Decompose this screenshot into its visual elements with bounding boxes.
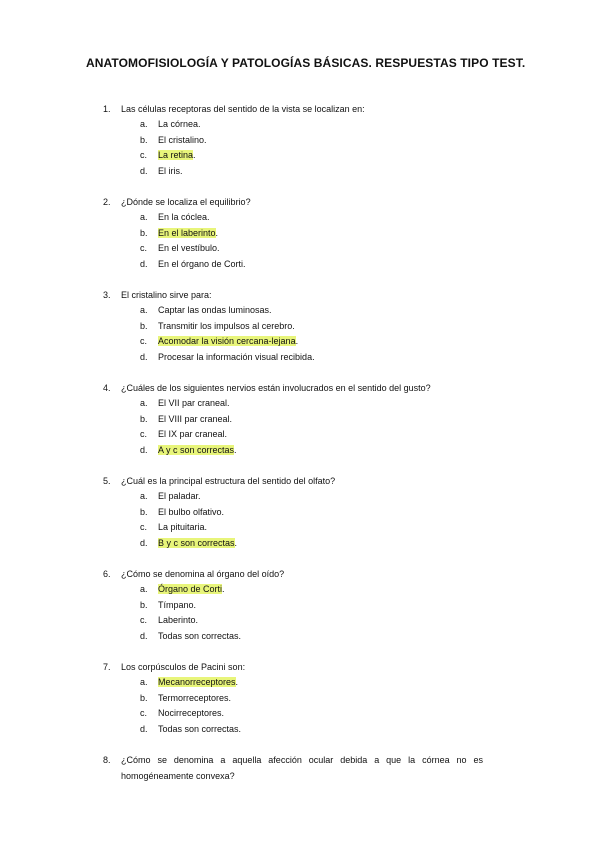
option-text: El IX par craneal. — [158, 429, 228, 439]
answer-option — [0, 117, 600, 133]
answer-option — [0, 629, 600, 645]
answer-option — [0, 675, 600, 691]
option-text — [158, 443, 237, 459]
question-text: ¿Cómo se denomina a aquella afección ocular debida a que la córnea no es homogéneamente convexa? — [121, 755, 483, 781]
option-text: Procesar la información visual recibida. — [158, 351, 315, 362]
option-letter: a. — [140, 119, 148, 129]
correct-answer-highlight: En el laberinto — [158, 227, 216, 238]
option-text: La pituitaria. — [158, 522, 208, 532]
answer-option — [0, 148, 600, 164]
option-punctuation: . — [234, 444, 237, 455]
answer-option — [0, 350, 600, 366]
option-letter: c. — [140, 708, 148, 718]
option-letter: a. — [140, 212, 148, 222]
question-text: Las células receptoras del sentido de la vista se localizan en: — [121, 104, 365, 114]
option-letter: a. — [140, 491, 148, 501]
option-letter: d. — [140, 723, 148, 734]
option-letter: a. — [140, 398, 148, 408]
option-punctuation: . — [193, 150, 196, 160]
option-punctuation: . — [222, 584, 225, 594]
answer-option — [0, 582, 600, 598]
question-list — [0, 101, 600, 799]
page-title: ANATOMOFISIOLOGÍA Y PATOLOGÍAS BÁSICAS. RESPUESTAS TIPO TEST. — [86, 56, 526, 70]
option-letter: c. — [140, 336, 148, 346]
question-text: ¿Dónde se localiza el equilibrio? — [121, 197, 251, 207]
correct-answer-highlight: Órgano de Corti — [158, 584, 223, 594]
option-text: Termorreceptores. — [158, 692, 232, 703]
question-text: ¿Cómo se denomina al órgano del oído? — [121, 569, 285, 579]
question-number: 7. — [103, 662, 111, 672]
answer-option — [0, 396, 600, 412]
option-text: El cristalino. — [158, 134, 207, 145]
option-text — [158, 334, 298, 350]
answer-option — [0, 613, 600, 629]
option-punctuation: . — [234, 537, 238, 548]
option-text: La córnea. — [158, 119, 201, 129]
option-letter: a. — [140, 677, 148, 687]
option-letter: c. — [140, 243, 148, 253]
answer-option — [0, 427, 600, 443]
correct-answer-highlight: La retina — [158, 150, 194, 160]
option-letter: b. — [140, 599, 148, 610]
option-letter: a. — [140, 584, 148, 594]
option-punctuation: . — [295, 336, 299, 346]
question-item — [0, 194, 600, 272]
question-item — [0, 380, 600, 458]
option-letter: c. — [140, 615, 148, 625]
answer-option — [0, 226, 600, 242]
option-text — [158, 582, 225, 598]
option-letter: c. — [140, 150, 148, 160]
option-text: El paladar. — [158, 491, 201, 501]
option-letter: d. — [140, 165, 148, 176]
option-text: El VII par craneal. — [158, 398, 230, 408]
option-letter: c. — [140, 429, 148, 439]
correct-answer-highlight: Mecanorreceptores — [158, 677, 236, 687]
question-item — [0, 101, 600, 179]
option-letter: a. — [140, 305, 148, 315]
question-item — [0, 752, 600, 784]
correct-answer-highlight: Acomodar la visión cercana-lejana — [158, 336, 296, 346]
question-number: 1. — [103, 104, 111, 114]
answer-option — [0, 210, 600, 226]
option-letter: d. — [140, 537, 148, 548]
option-text — [158, 675, 238, 691]
question-number: 4. — [103, 383, 111, 393]
option-letter: b. — [140, 506, 148, 517]
answer-option — [0, 319, 600, 335]
option-letter: b. — [140, 692, 148, 703]
option-text — [158, 148, 196, 164]
question-text: ¿Cuáles de los siguientes nervios están involucrados en el sentido del gusto? — [121, 383, 431, 393]
answer-option — [0, 334, 600, 350]
option-text: Todas son correctas. — [158, 630, 242, 641]
option-letter: d. — [140, 258, 148, 269]
option-punctuation: . — [235, 677, 239, 687]
answer-option — [0, 133, 600, 149]
option-text: El iris. — [158, 165, 183, 176]
answer-option — [0, 443, 600, 459]
correct-answer-highlight: A y c son correctas — [158, 444, 235, 455]
question-number: 3. — [103, 290, 111, 300]
answer-option — [0, 257, 600, 273]
option-text: Nocirreceptores. — [158, 708, 225, 718]
option-text: El VIII par craneal. — [158, 413, 233, 424]
answer-option — [0, 303, 600, 319]
question-number: 6. — [103, 569, 111, 579]
answer-option — [0, 706, 600, 722]
question-text: El cristalino sirve para: — [121, 290, 212, 300]
question-item — [0, 659, 600, 737]
option-letter: d. — [140, 351, 148, 362]
option-text: En el vestíbulo. — [158, 243, 220, 253]
option-letter: b. — [140, 413, 148, 424]
answer-option — [0, 722, 600, 738]
answer-option — [0, 164, 600, 180]
option-letter: d. — [140, 630, 148, 641]
question-number: 8. — [103, 755, 111, 765]
answer-option — [0, 598, 600, 614]
question-text: ¿Cuál es la principal estructura del sentido del olfato? — [121, 476, 336, 486]
question-item — [0, 566, 600, 644]
answer-option — [0, 412, 600, 428]
option-punctuation: . — [215, 227, 219, 238]
option-text: Todas son correctas. — [158, 723, 242, 734]
option-letter: d. — [140, 444, 148, 455]
option-text: Tímpano. — [158, 599, 197, 610]
option-letter: c. — [140, 522, 148, 532]
question-item — [0, 473, 600, 551]
option-letter: b. — [140, 320, 148, 331]
answer-option — [0, 691, 600, 707]
answer-option — [0, 505, 600, 521]
option-text — [158, 226, 218, 242]
question-number: 2. — [103, 197, 111, 207]
question-number: 5. — [103, 476, 111, 486]
question-item — [0, 287, 600, 365]
option-text: El bulbo olfativo. — [158, 506, 225, 517]
answer-option — [0, 536, 600, 552]
question-text: Los corpúsculos de Pacini son: — [121, 662, 246, 672]
correct-answer-highlight: B y c son correctas — [158, 537, 235, 548]
option-text: Laberinto. — [158, 615, 199, 625]
option-text: En la cóclea. — [158, 212, 210, 222]
answer-option — [0, 489, 600, 505]
option-text: Transmitir los impulsos al cerebro. — [158, 320, 295, 331]
option-letter: b. — [140, 134, 148, 145]
answer-option — [0, 241, 600, 257]
answer-option — [0, 520, 600, 536]
option-text: Captar las ondas luminosas. — [158, 305, 272, 315]
option-text — [158, 536, 237, 552]
option-letter: b. — [140, 227, 148, 238]
option-text: En el órgano de Corti. — [158, 258, 246, 269]
